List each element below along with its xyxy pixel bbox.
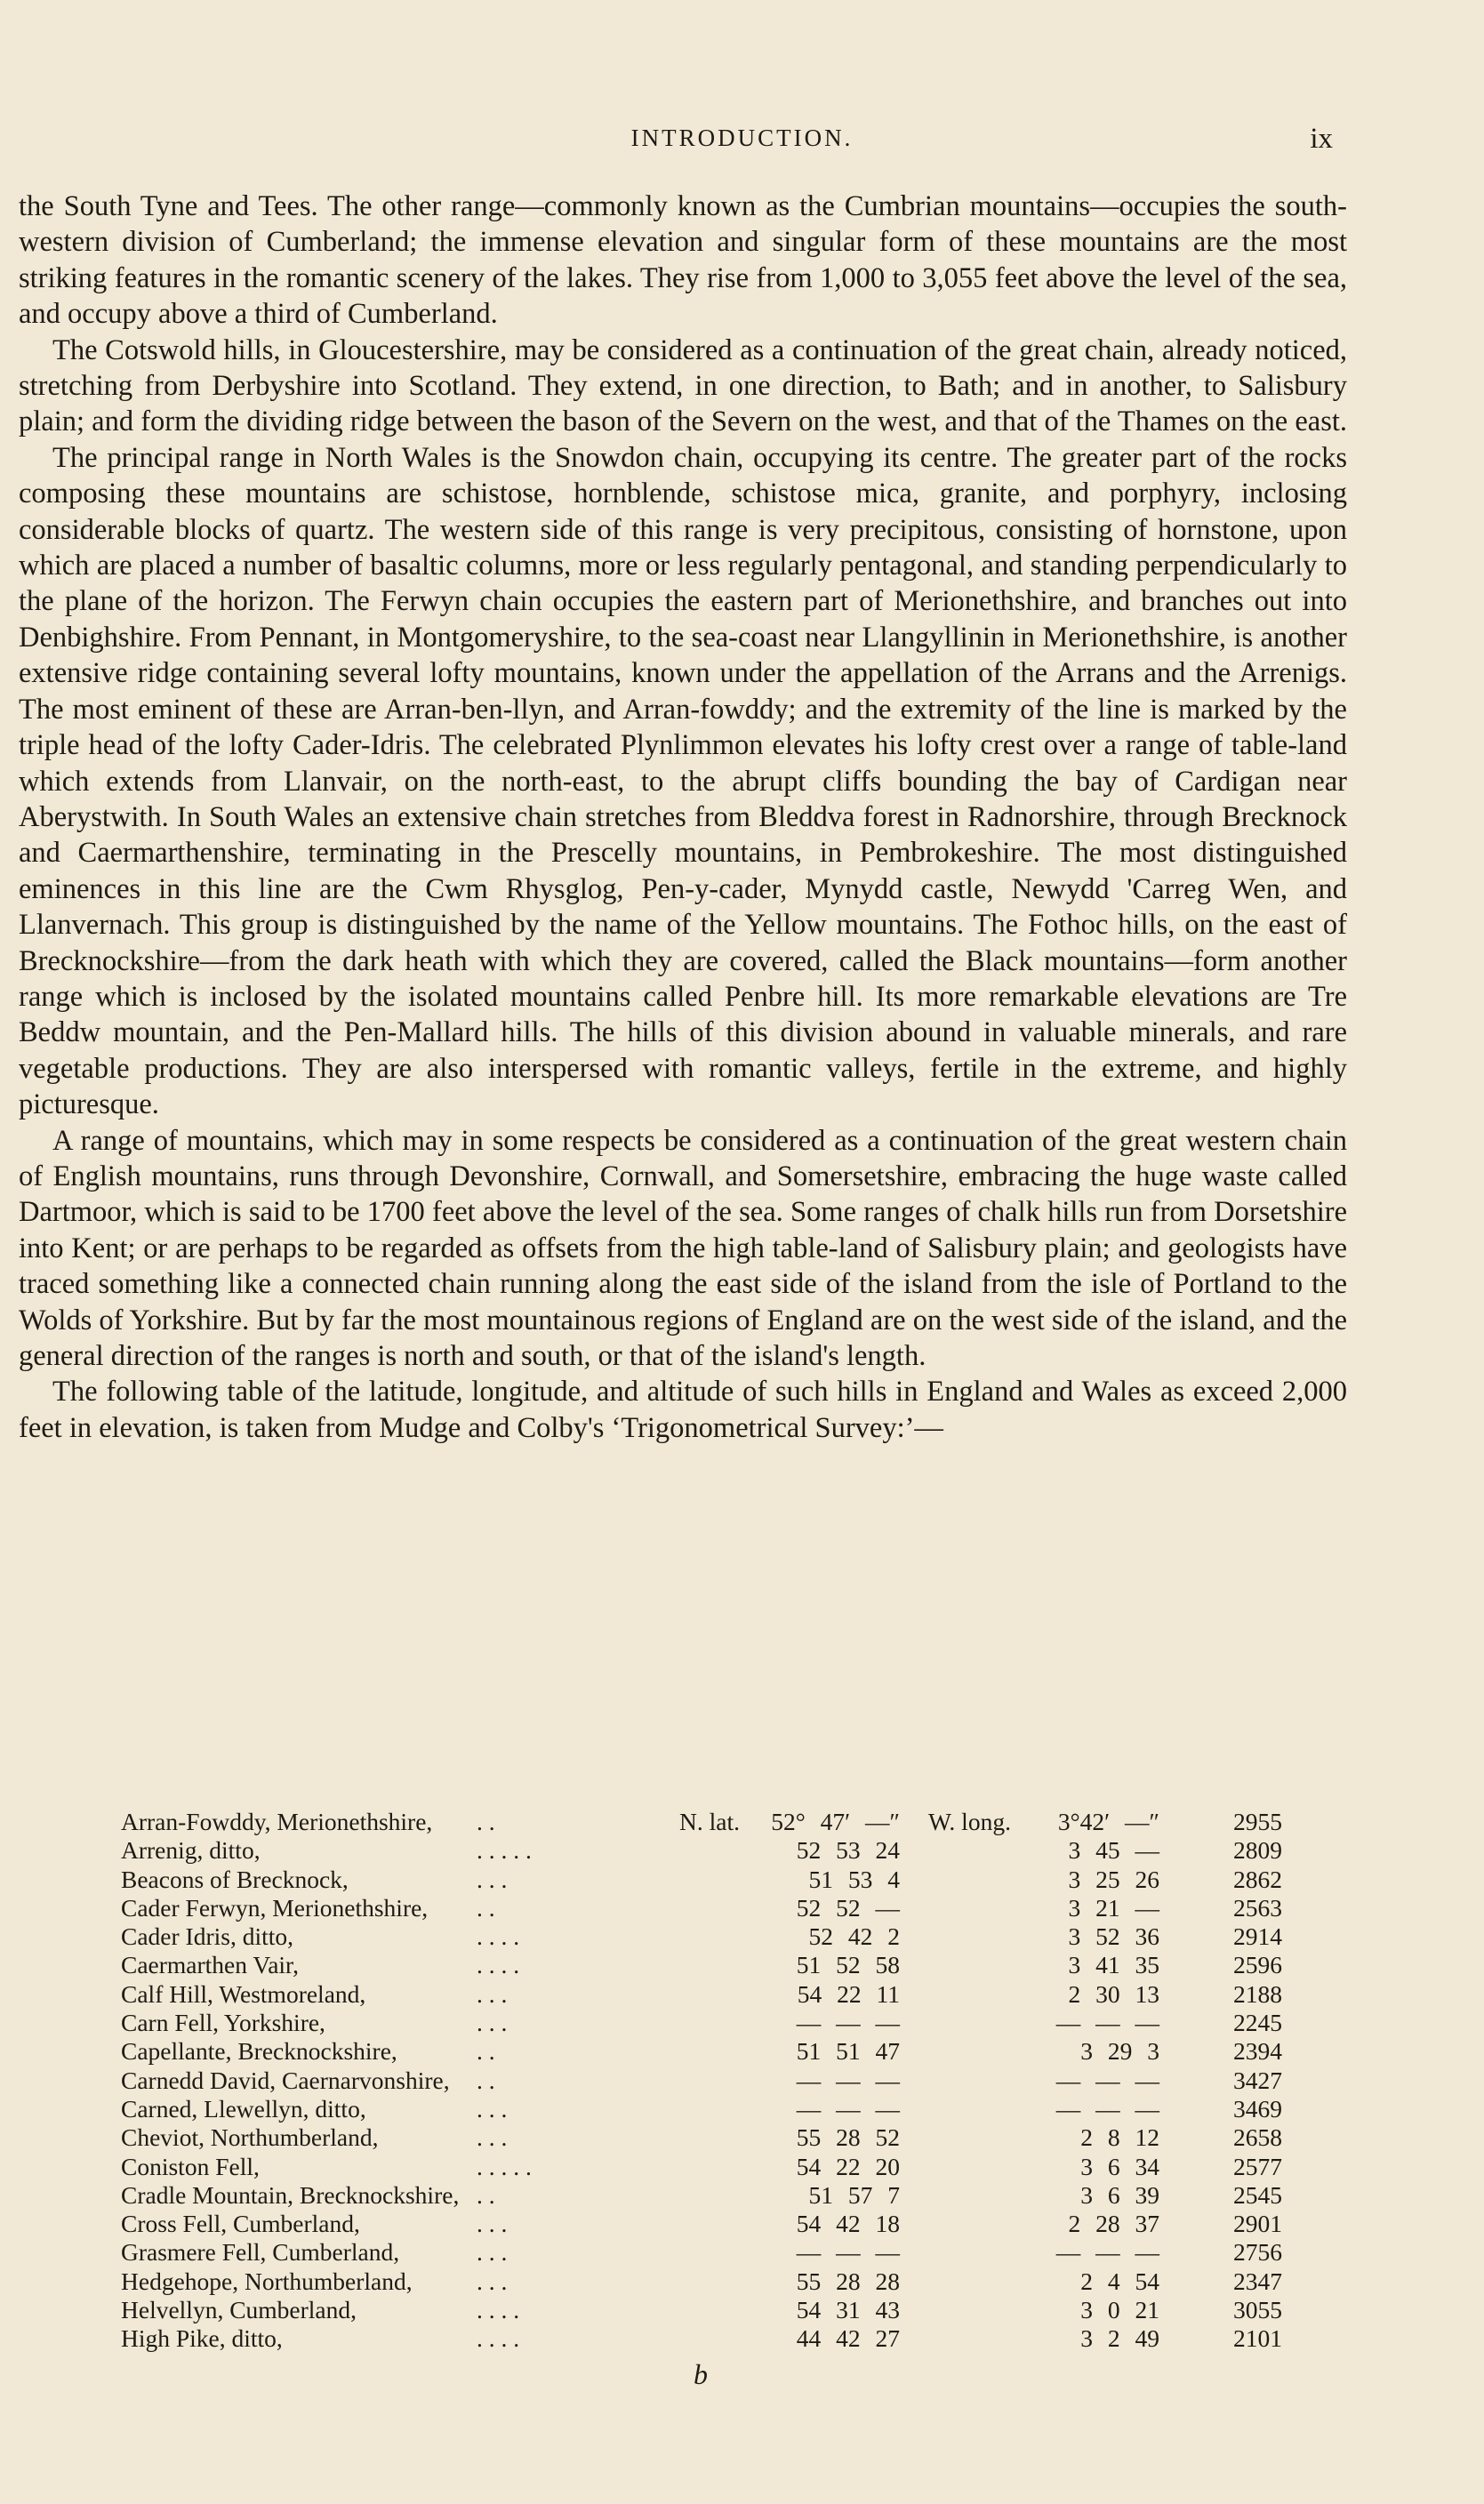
altitude: 2809 — [1233, 1836, 1282, 1865]
hill-name: Arran-Fowddy, Merionethshire, — [121, 1808, 433, 1835]
latitude: 54 42 18 — [796, 2210, 900, 2238]
leader-dots: . . — [477, 2037, 495, 2066]
leader-dots: . . — [477, 1808, 495, 1835]
latitude: — — — — [796, 2066, 900, 2094]
latitude: 51 51 47 — [796, 2037, 900, 2066]
leader-dots: . . . — [477, 2009, 508, 2037]
altitude: 2914 — [1233, 1922, 1282, 1951]
leader-dots: . . . . — [477, 1922, 520, 1951]
table-row — [121, 2123, 1282, 2152]
latitude: 55 28 28 — [796, 2267, 900, 2295]
longitude: 3 21 — — [1068, 1893, 1159, 1922]
lat-prefix: N. lat. — [679, 1808, 740, 1835]
latitude: 51 57 7 — [808, 2180, 900, 2209]
table-row — [121, 1922, 1282, 1951]
altitude: 2901 — [1233, 2210, 1282, 2238]
altitude: 2347 — [1233, 2267, 1282, 2295]
longitude: 3 6 34 — [1080, 2152, 1159, 2180]
longitude: — — — — [1055, 2238, 1159, 2267]
latitude: — — — — [796, 2238, 900, 2267]
hill-name: Cross Fell, Cumberland, — [121, 2210, 360, 2238]
longitude: 3 45 — — [1068, 1836, 1159, 1865]
longitude: 2 8 12 — [1080, 2123, 1159, 2152]
leader-dots: . . — [477, 2180, 495, 2209]
latitude: 54 22 20 — [796, 2152, 900, 2180]
leader-dots: . . — [477, 2066, 495, 2094]
leader-dots: . . . — [477, 2094, 508, 2123]
table-row — [121, 2210, 1282, 2238]
leader-dots: . . . . . — [477, 2152, 532, 2180]
table-row — [121, 2152, 1282, 2181]
longitude: 3°42′ —″ — [1057, 1808, 1159, 1835]
altitude: 2756 — [1233, 2238, 1282, 2267]
hill-name: Cradle Mountain, Brecknockshire, — [121, 2180, 460, 2209]
hill-name: Beacons of Brecknock, — [121, 1865, 349, 1893]
table-row — [121, 2238, 1282, 2267]
latitude: 55 28 52 — [796, 2123, 900, 2152]
leader-dots: . . . . . — [477, 1836, 532, 1865]
paragraph: the South Tyne and Tees. The other range—commonly known as the Cumbrian mountains—occupies the south-western division of Cumberland; the immense elevation and singular form of these mountains are the most striking features in the romantic scenery of the lakes. They rise from 1,000 to 3,055 feet above the level of the sea, and occupy above a third of Cumberland. — [19, 190, 1347, 331]
altitude: 2658 — [1233, 2123, 1282, 2152]
altitude: 3469 — [1233, 2094, 1282, 2123]
latitude: 54 31 43 — [796, 2296, 900, 2324]
table-row — [121, 1951, 1282, 1979]
altitude: 3427 — [1233, 2066, 1282, 2094]
signature-mark: b — [694, 2358, 708, 2390]
latitude: 51 53 4 — [808, 1865, 900, 1893]
longitude: 2 30 13 — [1068, 1979, 1159, 2008]
table-row — [121, 2009, 1282, 2037]
hill-name: Carnedd David, Caernarvonshire, — [121, 2066, 450, 2094]
leader-dots: . . . . — [477, 2324, 520, 2353]
hill-name: Hedgehope, Northumberland, — [121, 2267, 413, 2295]
paragraph: A range of mountains, which may in some respects be considered as a continuation of the great western chain of English mountains, runs through Devonshire, Cornwall, and Somersetshire, embracing the huge waste called Dartmoor, which is said to be 1700 feet above the level of the sea. Some ranges of chalk hills run from Dorsetshire into Kent; or are perhaps to be regarded as offsets from the high table-land of Salisbury plain; and geologists have traced something like a connected chain running along the east side of the island from the isle of Portland to the Wolds of Yorkshire. But by far the most mountainous regions of England are on the west side of the island, and the general direction of the ranges is north and south, or that of the island's length. — [19, 1124, 1347, 1372]
leader-dots: . . . — [477, 1979, 508, 2008]
hill-name: Calf Hill, Westmoreland, — [121, 1979, 366, 2008]
table-row — [121, 1836, 1282, 1865]
leader-dots: . . . — [477, 2238, 508, 2267]
table-row — [121, 2296, 1282, 2324]
longitude: — — — — [1055, 2066, 1159, 2094]
hill-name: Grasmere Fell, Cumberland, — [121, 2238, 400, 2267]
latitude: — — — — [796, 2094, 900, 2123]
latitude: 54 22 11 — [797, 1979, 900, 2008]
hill-name: High Pike, ditto, — [121, 2324, 283, 2353]
hill-name: Coniston Fell, — [121, 2152, 260, 2180]
paragraph: The Cotswold hills, in Gloucestershire, may be considered as a continuation of the great chain, already noticed, stretching from Derbyshire into Scotland. They extend, in one direction, to Bath; and in another, to Salisbury plain; and form the dividing ridge between the bason of the Severn on the west, and that of the Thames on the east. — [19, 333, 1348, 438]
hill-name: Cader Ferwyn, Merionethshire, — [121, 1893, 429, 1922]
longitude: — — — — [1055, 2009, 1159, 2037]
hill-name: Capellante, Brecknockshire, — [121, 2037, 397, 2066]
altitude: 2563 — [1233, 1893, 1282, 1922]
longitude: 3 6 39 — [1080, 2180, 1159, 2209]
altitude: 2955 — [1233, 1808, 1282, 1835]
leader-dots: . . . — [477, 2123, 508, 2152]
page-number: ix — [1310, 123, 1333, 155]
leader-dots: . . . — [477, 1865, 508, 1893]
table-row — [121, 2066, 1282, 2095]
altitude: 2862 — [1233, 1865, 1282, 1893]
paragraph: The following table of the latitude, longitude, and altitude of such hills in England and Wales as exceed 2,000 feet in elevation, is taken from Mudge and Colby's ‘Trigonometrical Survey:’— — [19, 1376, 1347, 1444]
altitude: 2394 — [1233, 2037, 1282, 2066]
hill-name: Caermarthen Vair, — [121, 1951, 299, 1979]
paragraph: The principal range in North Wales is the Snowdon chain, occupying its centre. The greater part of the rocks composing these mountains are schistose, hornblende, schistose mica, granite, and porphyry, inclosing considerable blocks of quartz. The western side of this range is very precipitous, consisting of hornstone, upon which are placed a number of basaltic columns, more or less regularly pentagonal, and standing perpendicularly to the plane of the horizon. The Ferwyn chain occupies the eastern part of Merionethshire, and branches out into Denbighshire. From Pennant, in Montgomeryshire, to the sea-coast near Llangyllinin in Merionethshire, is another extensive ridge containing several lofty mountains, known under the appellation of the Arrans and the Arrenigs. The most eminent of these are Arran-ben-llyn, and Arran-fowddy; and the extremity of the line is marked by the triple head of the lofty Cader-Idris. The celebrated Plynlimmon elevates his lofty crest over a range of table-land which extends from Llanvair, on the north-east, to the abrupt cliffs bounding the bay of Cardigan near Aberystwith. In South Wales an extensive chain stretches from Bleddva forest in Radnorshire, through Brecknock and Caermarthenshire, terminating in the Prescelly mountains, in Pembrokeshire. The most distinguished eminences in this line are the Cwm Rhysglog, Pen-y-cader, Mynydd castle, Newydd 'Carreg Wen, and Llanvernach. This group is distinguished by the name of the Yellow mountains. The Fothoc hills, on the east of Brecknockshire—from the dark heath with which they are covered, called the Black mountains—form another range which is inclosed by the isolated mountains called Penbre hill. Its more remarkable elevations are Tre Beddw mountain, and the Pen-Mallard hills. The hills of this division abound in valuable minerals, and rare vegetable productions. They are also interspersed with romantic valleys, fertile in the extreme, and highly picturesque. — [19, 441, 1347, 1121]
hill-name: Helvellyn, Cumberland, — [121, 2296, 357, 2324]
altitude: 3055 — [1233, 2296, 1282, 2324]
altitude: 2577 — [1233, 2152, 1282, 2180]
page-header — [0, 124, 1484, 160]
latitude: 52 52 — — [796, 1893, 900, 1922]
leader-dots: . . . — [477, 2210, 508, 2238]
longitude: 3 52 36 — [1068, 1922, 1159, 1951]
longitude: 3 2 49 — [1080, 2324, 1159, 2353]
table-row — [121, 1979, 1282, 2009]
longitude: 3 41 35 — [1068, 1951, 1159, 1979]
hills-table — [121, 1808, 1282, 2354]
latitude: 51 52 58 — [796, 1951, 900, 1979]
table-row — [121, 1808, 1282, 1836]
longitude: 2 4 54 — [1080, 2267, 1159, 2295]
hill-name: Carn Fell, Yorkshire, — [121, 2009, 325, 2037]
altitude: 2545 — [1233, 2180, 1282, 2209]
body-text — [19, 189, 1347, 1446]
altitude: 2101 — [1233, 2324, 1282, 2353]
latitude: 52° 47′ —″ — [771, 1808, 900, 1835]
latitude: 52 42 2 — [808, 1922, 900, 1951]
table-row — [121, 2180, 1282, 2210]
leader-dots: . . . . — [477, 2296, 520, 2324]
table-row — [121, 1893, 1282, 1922]
altitude: 2596 — [1233, 1951, 1282, 1979]
table-row — [121, 2324, 1282, 2353]
latitude: 52 53 24 — [796, 1836, 900, 1865]
leader-dots: . . — [477, 1893, 495, 1922]
lon-prefix: W. long. — [928, 1808, 1011, 1835]
longitude: 3 25 26 — [1068, 1865, 1159, 1893]
longitude: 3 29 3 — [1080, 2037, 1159, 2066]
hill-name: Arrenig, ditto, — [121, 1836, 261, 1865]
altitude: 2245 — [1233, 2009, 1282, 2037]
table-row — [121, 2094, 1282, 2123]
leader-dots: . . . — [477, 2267, 508, 2295]
running-head: INTRODUCTION. — [630, 124, 854, 151]
leader-dots: . . . . — [477, 1951, 520, 1979]
longitude: — — — — [1055, 2094, 1159, 2123]
table-row — [121, 2037, 1282, 2066]
longitude: 3 0 21 — [1080, 2296, 1159, 2324]
longitude: 2 28 37 — [1068, 2210, 1159, 2238]
hill-name: Carned, Llewellyn, ditto, — [121, 2094, 366, 2123]
table-row — [121, 2267, 1282, 2296]
altitude: 2188 — [1233, 1979, 1282, 2008]
latitude: 44 42 27 — [796, 2324, 900, 2353]
hill-name: Cader Idris, ditto, — [121, 1922, 293, 1951]
table-row — [121, 1865, 1282, 1894]
latitude: — — — — [796, 2009, 900, 2037]
hill-name: Cheviot, Northumberland, — [121, 2123, 379, 2152]
